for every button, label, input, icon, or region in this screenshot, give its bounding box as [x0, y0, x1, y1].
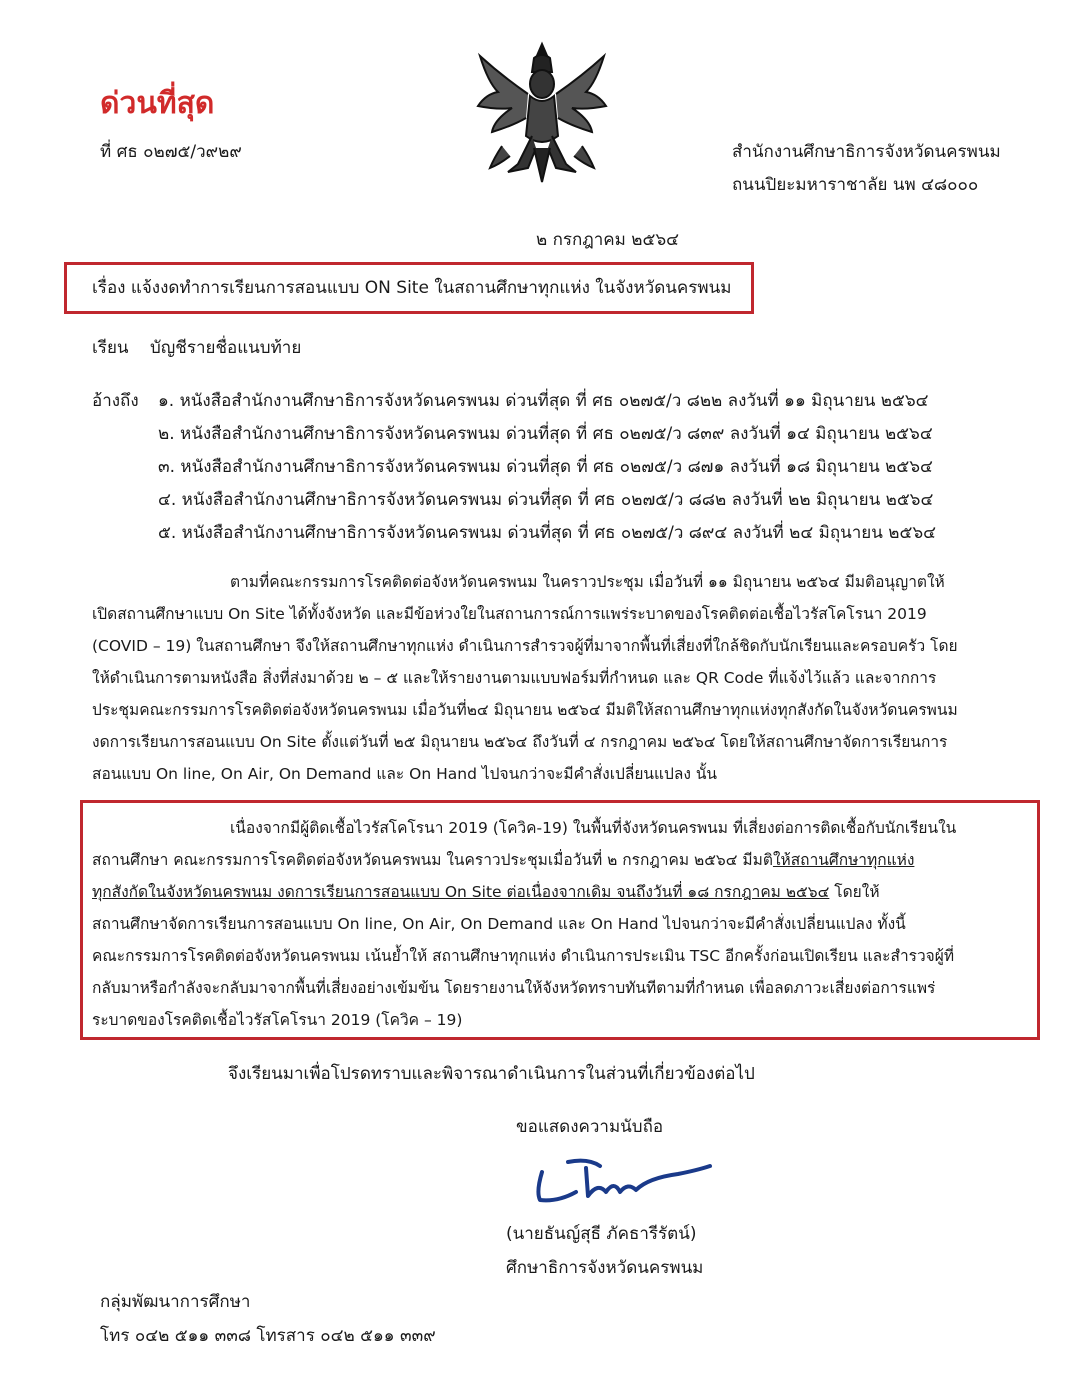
paragraph-line	[92, 876, 1022, 908]
paragraph-text: โดยให้	[829, 883, 880, 901]
paragraph-line: ประชุมคณะกรรมการโรคติดต่อจังหวัดนครพนม เมื่อวันที่๒๔ มิถุนายน ๒๕๖๔ มีมติให้สถานศึกษาทุกแห่งทุกสังกัดในจังหวัดนครพนม	[92, 701, 958, 719]
paragraph-line	[92, 844, 1022, 876]
paragraph-line: ให้ดำเนินการตามหนังสือ สิ่งที่ส่งมาด้วย ๒ – ๕ และให้รายงานตามแบบฟอร์มที่กำหนด และ QR Code ที่แจ้งไว้แล้ว และจากการ	[92, 669, 937, 687]
paragraph-line: (COVID – 19) ในสถานศึกษา จึงให้สถานศึกษาทุกแห่ง ดำเนินการสำรวจผู้ที่มาจากพื้นที่เสี่ยงที่ใกล้ชิดกับนักเรียนและครอบครัว โดย	[92, 637, 958, 655]
paragraph-line: ตามที่คณะกรรมการโรคติดต่อจังหวัดนครพนม ในคราวประชุม เมื่อวันที่ ๑๑ มิถุนายน ๒๕๖๔ มีมติอนุญาตให้	[230, 573, 945, 591]
underlined-text: ทุกสังกัดในจังหวัดนครพนม งดการเรียนการสอนแบบ On Site ต่อเนื่องจากเดิม จนถึงวันที่ ๑๘ กรกฎาคม ๒๕๖๔	[92, 883, 830, 901]
paragraph-line: กลับมาหรือกำลังจะกลับมาจากพื้นที่เสี่ยงอย่างเข้มข้น โดยรายงานให้จังหวัดทราบทันทีตามที่กำหนด เพื่อลดภาวะเสี่ยงต่อการแพร่	[92, 979, 936, 997]
reference-item: ๓. หนังสือสำนักงานศึกษาธิการจังหวัดนครพนม ด่วนที่สุด ที่ ศธ ๐๒๗๕/ว ๘๗๑ ลงวันที่ ๑๘ มิถุนายน ๒๕๖๔	[158, 457, 933, 477]
references-label: อ้างถึง	[92, 391, 139, 411]
subject-line: เรื่อง แจ้งงดทำการเรียนการสอนแบบ ON Site ในสถานศึกษาทุกแห่ง ในจังหวัดนครพนม	[92, 278, 732, 298]
signature-icon	[528, 1152, 718, 1208]
body-paragraph-1	[92, 566, 1012, 790]
office-name: สำนักงานศึกษาธิการจังหวัดนครพนม	[732, 142, 1001, 162]
document-date: ๒ กรกฎาคม ๒๕๖๔	[536, 230, 679, 250]
office-address: ถนนปิยะมหาราชาลัย นพ ๔๘๐๐๐	[732, 175, 979, 195]
body-paragraph-2	[92, 812, 1022, 1036]
document-number: ที่ ศธ ๐๒๗๕/ว๙๒๙	[100, 142, 242, 162]
footer-contact: โทร ๐๔๒ ๕๑๑ ๓๓๘ โทรสาร ๐๔๒ ๕๑๑ ๓๓๙	[100, 1326, 436, 1346]
closing-request: จึงเรียนมาเพื่อโปรดทราบและพิจารณาดำเนินการในส่วนที่เกี่ยวข้องต่อไป	[228, 1064, 755, 1084]
paragraph-line: เนื่องจากมีผู้ติดเชื้อไวรัสโคโรนา 2019 (โควิค-19) ในพื้นที่จังหวัดนครพนม ที่เสี่ยงต่อการติดเชื้อกับนักเรียนใน	[230, 819, 957, 837]
footer-department: กลุ่มพัฒนาการศึกษา	[100, 1292, 251, 1312]
closing-respect: ขอแสดงความนับถือ	[516, 1117, 664, 1137]
garuda-emblem-icon	[472, 36, 612, 186]
paragraph-line: สถานศึกษาจัดการเรียนการสอนแบบ On line, On Air, On Demand และ On Hand ไปจนกว่าจะมีคำสั่งเปลี่ยนแปลง ทั้งนี้	[92, 915, 906, 933]
reference-item: ๕. หนังสือสำนักงานศึกษาธิการจังหวัดนครพนม ด่วนที่สุด ที่ ศธ ๐๒๗๕/ว ๘๙๔ ลงวันที่ ๒๔ มิถุนายน ๒๕๖๔	[158, 523, 936, 543]
signer-name: (นายธันญ์สุธี ภัคธารีรัตน์)	[506, 1224, 697, 1244]
underlined-text: ให้สถานศึกษาทุกแห่ง	[772, 851, 915, 869]
reference-item: ๑. หนังสือสำนักงานศึกษาธิการจังหวัดนครพนม ด่วนที่สุด ที่ ศธ ๐๒๗๕/ว ๘๒๒ ลงวันที่ ๑๑ มิถุนายน ๒๕๖๔	[158, 391, 929, 411]
paragraph-text: สถานศึกษา คณะกรรมการโรคติดต่อจังหวัดนครพนม ในคราวประชุมเมื่อวันที่ ๒ กรกฎาคม ๒๕๖๔ มีมติ	[92, 851, 773, 869]
paragraph-line: ระบาดของโรคติดเชื้อไวรัสโคโรนา 2019 (โควิค – 19)	[92, 1011, 463, 1029]
to-value: บัญชีรายชื่อแนบท้าย	[150, 338, 302, 358]
to-label: เรียน	[92, 338, 129, 358]
reference-item: ๒. หนังสือสำนักงานศึกษาธิการจังหวัดนครพนม ด่วนที่สุด ที่ ศธ ๐๒๗๕/ว ๘๓๙ ลงวันที่ ๑๔ มิถุนายน ๒๕๖๔	[158, 424, 933, 444]
reference-item: ๔. หนังสือสำนักงานศึกษาธิการจังหวัดนครพนม ด่วนที่สุด ที่ ศธ ๐๒๗๕/ว ๘๘๒ ลงวันที่ ๒๒ มิถุนายน ๒๕๖๔	[158, 490, 934, 510]
paragraph-line: สอนแบบ On line, On Air, On Demand และ On Hand ไปจนกว่าจะมีคำสั่งเปลี่ยนแปลง นั้น	[92, 765, 718, 783]
urgency-label: ด่วนที่สุด	[100, 86, 215, 121]
paragraph-line: คณะกรรมการโรคติดต่อจังหวัดนครพนม เน้นย้ำให้ สถานศึกษาทุกแห่ง ดำเนินการประเมิน TSC อีกครั้งก่อนเปิดเรียน และสำรวจผู้ที่	[92, 947, 955, 965]
paragraph-line: งดการเรียนการสอนแบบ On Site ตั้งแต่วันที่ ๒๕ มิถุนายน ๒๕๖๔ ถึงวันที่ ๔ กรกฎาคม ๒๕๖๔ โดยให้สถานศึกษาจัดการเรียนการ	[92, 733, 948, 751]
paragraph-line: เปิดสถานศึกษาแบบ On Site ได้ทั้งจังหวัด และมีข้อห่วงใยในสถานการณ์การแพร่ระบาดของโรคติดต่อเชื้อไวรัสโคโรนา 2019	[92, 605, 927, 623]
signer-title: ศึกษาธิการจังหวัดนครพนม	[506, 1258, 704, 1278]
